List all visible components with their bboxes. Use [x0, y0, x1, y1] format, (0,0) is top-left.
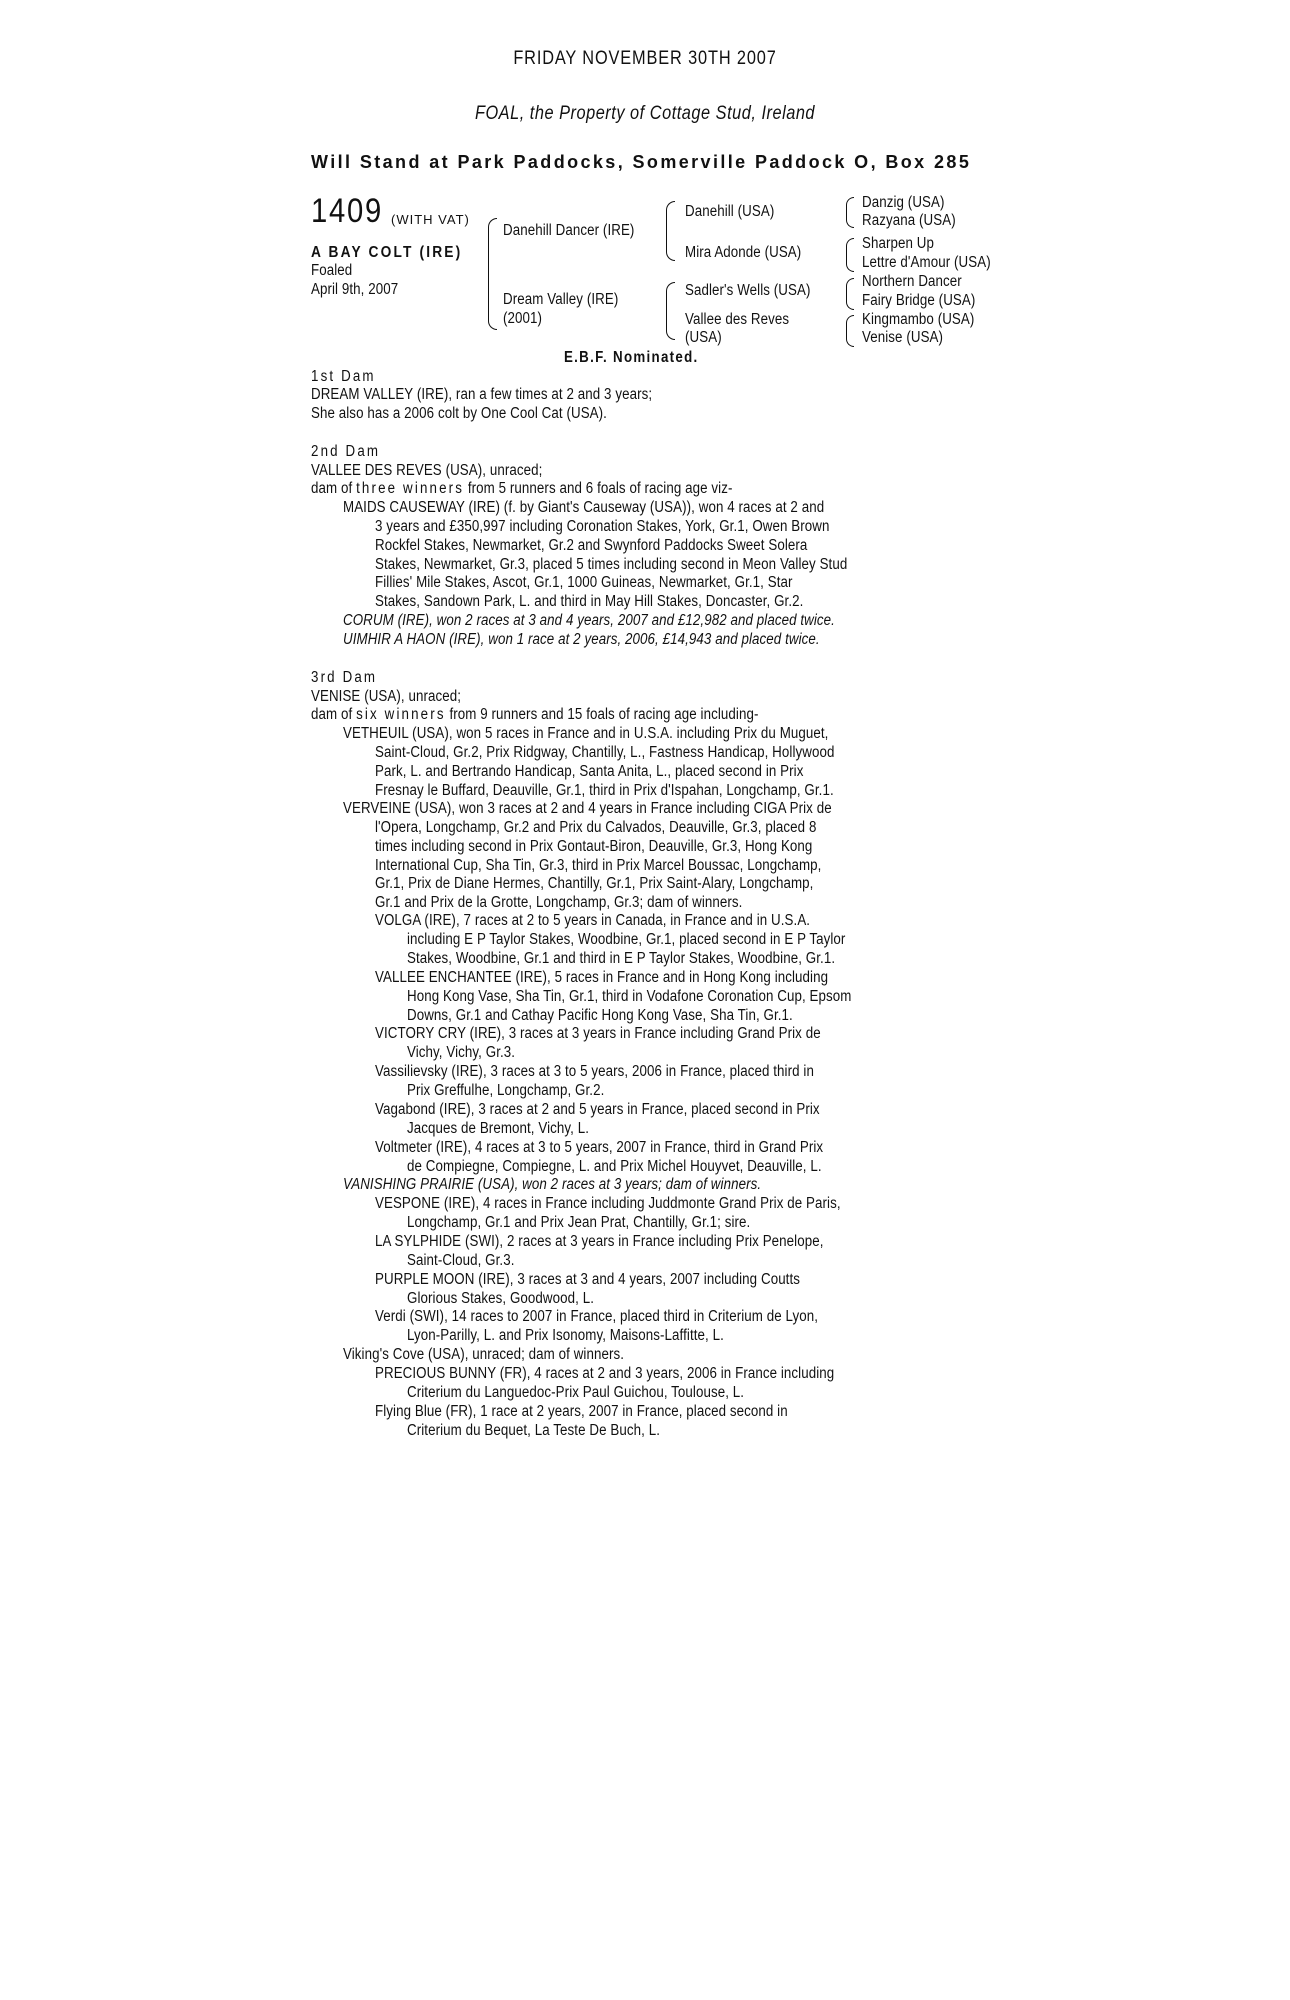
summary-prefix: dam of — [311, 706, 357, 723]
pedigree-entry: Flying Blue (FR), 1 race at 2 years, 2007 in France, placed second in — [375, 1403, 788, 1420]
entry-line: Stakes, Newmarket, Gr.3, placed 5 times including second in Meon Valley Stud — [375, 555, 848, 573]
summary-suffix: from 9 runners and 15 foals of racing age including- — [445, 706, 759, 723]
entry-line: Stakes, Sandown Park, L. and third in May Hill Stakes, Doncaster, Gr.2. — [375, 593, 804, 611]
entry-line: 3 years and £350,997 including Coronation Stakes, York, Gr.1, Owen Brown — [375, 518, 830, 535]
pedigree-entry: CORUM (IRE), won 2 races at 3 and 4 years, 2007 and £12,982 and placed twice. — [343, 612, 835, 629]
pedigree-sire-dam: Mira Adonde (USA) — [685, 244, 802, 261]
pedigree-brace-sire — [666, 201, 675, 261]
pedigree-gen3-2: Razyana (USA) — [862, 212, 956, 229]
foaled-date: April 9th, 2007 — [311, 281, 399, 298]
pedigree-entry: LA SYLPHIDE (SWI), 2 races at 3 years in France including Prix Penelope, — [375, 1233, 824, 1250]
entry-line: Hong Kong Vase, Sha Tin, Gr.1, third in Vodafone Coronation Cup, Epsom — [407, 988, 852, 1005]
pedigree-entry: VANISHING PRAIRIE (USA), won 2 races at 3 years; dam of winners. — [343, 1176, 762, 1193]
pedigree-entry: VOLGA (IRE), 7 races at 2 to 5 years in Canada, in France and in U.S.A. — [375, 912, 811, 929]
pedigree-entry-cont: de Compiegne, Compiegne, L. and Prix Michel Houyvet, Deauville, L. — [407, 1158, 822, 1175]
winners-count: three winners — [356, 480, 465, 497]
pedigree-brace-g2 — [846, 238, 854, 272]
entry-line: Rockfel Stakes, Newmarket, Gr.2 and Swynford Paddocks Sweet Solera — [375, 536, 808, 554]
pedigree-entry-cont: Glorious Stakes, Goodwood, L. — [407, 1290, 594, 1307]
second-dam-line: VALLEE DES REVES (USA), unraced; — [311, 462, 543, 479]
entry-line: times including second in Prix Gontaut-Biron, Deauville, Gr.3, Hong Kong — [375, 837, 813, 855]
entry-line: Fillies' Mile Stakes, Ascot, Gr.1, 1000 Guineas, Newmarket, Gr.1, Star — [375, 574, 793, 592]
pedigree-gen3-8: Venise (USA) — [862, 329, 944, 346]
pedigree-dam-dam-line1: Vallee des Reves — [685, 311, 790, 328]
pedigree-brace-main — [488, 218, 497, 330]
pedigree-entry-cont — [375, 819, 821, 913]
pedigree-entry — [343, 499, 824, 518]
pedigree-brace-g1 — [846, 197, 854, 228]
pedigree-brace-dam — [666, 282, 675, 340]
entry-line: l'Opera, Longchamp, Gr.2 and Prix du Calvados, Deauville, Gr.3, placed 8 — [375, 819, 817, 836]
pedigree-entry-cont — [407, 988, 851, 1026]
entry-line: MAIDS CAUSEWAY (IRE) (f. by Giant's Causeway (USA)), won 4 races at 2 and — [343, 499, 825, 516]
third-dam-summary — [311, 706, 758, 725]
entry-line: including E P Taylor Stakes, Woodbine, Gr.1, placed second in E P Taylor — [407, 931, 846, 948]
pedigree-entry: PRECIOUS BUNNY (FR), 4 races at 2 and 3 years, 2006 in France including — [375, 1365, 835, 1382]
pedigree-entry-cont — [375, 744, 834, 800]
pedigree-entry-cont: Prix Greffulhe, Longchamp, Gr.2. — [407, 1082, 605, 1099]
pedigree-dam-dam-line2: (USA) — [685, 329, 722, 346]
lot-subtitle: FOAL, the Property of Cottage Stud, Ireland — [474, 103, 816, 124]
foaled-label: Foaled — [311, 262, 353, 279]
first-dam-heading: 1st Dam — [311, 368, 376, 385]
third-dam-line: VENISE (USA), unraced; — [311, 688, 462, 705]
pedigree-entry: Vagabond (IRE), 3 races at 2 and 5 years in France, placed second in Prix — [375, 1101, 820, 1118]
pedigree-entry: Verdi (SWI), 14 races to 2007 in France, placed third in Criterium de Lyon, — [375, 1308, 819, 1325]
entry-line: Stakes, Woodbine, Gr.1 and third in E P Taylor Stakes, Woodbine, Gr.1. — [407, 949, 836, 967]
pedigree-entry: VALLEE ENCHANTEE (IRE), 5 races in France and in Hong Kong including — [375, 969, 829, 986]
pedigree-gen3-4: Lettre d'Amour (USA) — [862, 254, 991, 271]
entry-line: Gr.1 and Prix de la Grotte, Longchamp, Gr.3; dam of winners. — [375, 894, 743, 912]
pedigree-brace-g3 — [846, 278, 854, 310]
pedigree-entry-cont — [375, 518, 847, 612]
pedigree-dam-sire: Sadler's Wells (USA) — [685, 282, 811, 299]
pedigree-entry-cont: Vichy, Vichy, Gr.3. — [407, 1044, 516, 1061]
third-dam-heading: 3rd Dam — [311, 669, 378, 686]
pedigree-entry-cont: Jacques de Bremont, Vichy, L. — [407, 1120, 590, 1137]
second-dam-summary — [311, 480, 733, 499]
entry-line: Fresnay le Buffard, Deauville, Gr.1, third in Prix d'Ispahan, Longchamp, Gr.1. — [375, 781, 834, 799]
pedigree-gen3-1: Danzig (USA) — [862, 194, 945, 211]
pedigree-entry: VICTORY CRY (IRE), 3 races at 3 years in France including Grand Prix de — [375, 1025, 821, 1042]
vat-label: (WITH VAT) — [391, 212, 470, 227]
first-dam-line: DREAM VALLEY (IRE), ran a few times at 2 and 3 years; — [311, 386, 653, 403]
pedigree-entry-cont: Longchamp, Gr.1 and Prix Jean Prat, Chantilly, Gr.1; sire. — [407, 1214, 751, 1231]
stand-location: Will Stand at Park Paddocks, Somerville Paddock O, Box 285 — [311, 152, 972, 172]
pedigree-entry-cont: Criterium du Languedoc-Prix Paul Guichou, Toulouse, L. — [407, 1384, 745, 1401]
winners-count: six winners — [356, 706, 446, 723]
pedigree-entry: VERVEINE (USA), won 3 races at 2 and 4 years in France including CIGA Prix de — [343, 800, 832, 817]
pedigree-dam-line1: Dream Valley (IRE) — [503, 291, 619, 308]
pedigree-entry: Vassilievsky (IRE), 3 races at 3 to 5 years, 2006 in France, placed third in — [375, 1063, 814, 1080]
lot-name: A BAY COLT (IRE) — [311, 244, 463, 261]
pedigree-gen3-3: Sharpen Up — [862, 235, 935, 252]
pedigree-entry: VETHEUIL (USA), won 5 races in France and in U.S.A. including Prix du Muguet, — [343, 725, 829, 742]
pedigree-sire-sire: Danehill (USA) — [685, 203, 775, 220]
pedigree-entry-cont: Criterium du Bequet, La Teste De Buch, L. — [407, 1422, 660, 1439]
second-dam-heading: 2nd Dam — [311, 443, 381, 460]
pedigree-entry: Viking's Cove (USA), unraced; dam of winners. — [343, 1346, 625, 1363]
pedigree-entry-cont — [407, 931, 845, 969]
pedigree-entry: PURPLE MOON (IRE), 3 races at 3 and 4 years, 2007 including Coutts — [375, 1271, 801, 1288]
sale-date: FRIDAY NOVEMBER 30TH 2007 — [513, 48, 777, 69]
first-dam-line: She also has a 2006 colt by One Cool Cat (USA). — [311, 405, 607, 422]
entry-line: International Cup, Sha Tin, Gr.3, third in Prix Marcel Boussac, Longchamp, — [375, 856, 822, 874]
pedigree-gen3-6: Fairy Bridge (USA) — [862, 292, 976, 309]
pedigree-dam-line2: (2001) — [503, 310, 543, 327]
pedigree-entry: Voltmeter (IRE), 4 races at 3 to 5 years, 2007 in France, third in Grand Prix — [375, 1139, 824, 1156]
entry-line: Park, L. and Bertrando Handicap, Santa Anita, L., placed second in Prix — [375, 762, 804, 780]
pedigree-gen3-7: Kingmambo (USA) — [862, 311, 975, 328]
pedigree-sire: Danehill Dancer (IRE) — [503, 222, 635, 239]
entry-line: Gr.1, Prix de Diane Hermes, Chantilly, Gr.1, Prix Saint-Alary, Longchamp, — [375, 875, 814, 893]
pedigree-entry-cont: Saint-Cloud, Gr.3. — [407, 1252, 515, 1269]
pedigree-brace-g4 — [846, 315, 854, 347]
lot-number: 1409 — [311, 192, 383, 230]
pedigree-gen3-5: Northern Dancer — [862, 273, 962, 290]
pedigree-entry-cont: Lyon-Parilly, L. and Prix Isonomy, Maisons-Laffitte, L. — [407, 1327, 724, 1344]
pedigree-entry: UIMHIR A HAON (IRE), won 1 race at 2 years, 2006, £14,943 and placed twice. — [343, 631, 820, 648]
entry-line: Saint-Cloud, Gr.2, Prix Ridgway, Chantilly, L., Fastness Handicap, Hollywood — [375, 744, 835, 761]
entry-line: Downs, Gr.1 and Cathay Pacific Hong Kong Vase, Sha Tin, Gr.1. — [407, 1006, 793, 1024]
ebf-nominated: E.B.F. Nominated. — [564, 349, 699, 366]
summary-suffix: from 5 runners and 6 foals of racing age viz- — [464, 480, 733, 497]
summary-prefix: dam of — [311, 480, 357, 497]
pedigree-entry: VESPONE (IRE), 4 races in France including Juddmonte Grand Prix de Paris, — [375, 1195, 841, 1212]
